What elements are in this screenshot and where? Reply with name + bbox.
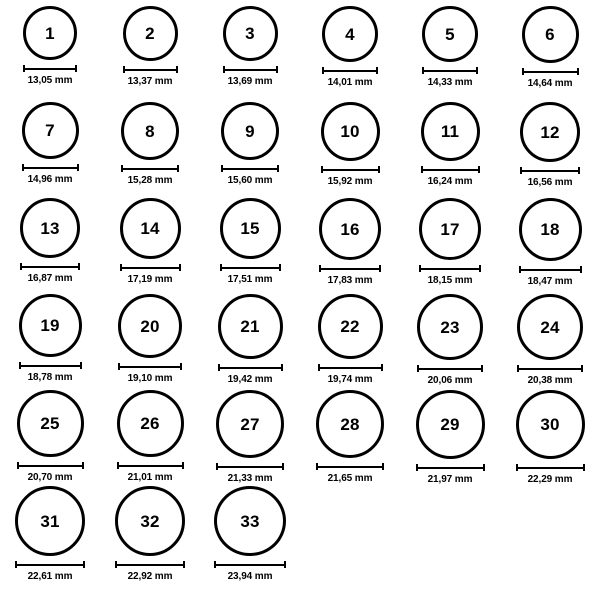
diameter-caliper: [223, 66, 278, 73]
ring-size-cell: [200, 102, 300, 198]
diameter-caliper: [23, 65, 77, 72]
diameter-caliper: [319, 265, 381, 272]
diameter-value: 22,29 mm: [527, 474, 573, 485]
ring-size-cell: [0, 294, 100, 390]
diameter-caliper: [220, 264, 281, 271]
ring-size-cell: [300, 6, 400, 102]
ring-circle: [117, 390, 184, 457]
ring-circle: [115, 486, 185, 556]
ring-size-cell: [0, 102, 100, 198]
ring-circle: [519, 198, 582, 261]
ring-size-label: 10: [340, 122, 360, 141]
diameter-value: 17,19 mm: [127, 274, 173, 285]
diameter-value: 18,78 mm: [27, 372, 73, 383]
ring-size-cell: [100, 294, 200, 390]
diameter-value: 20,38 mm: [527, 375, 573, 386]
diameter-value: 16,56 mm: [527, 177, 573, 188]
ring-circle: [321, 102, 380, 161]
diameter-value: 15,92 mm: [327, 176, 373, 187]
ring-size-cell: [500, 294, 600, 390]
ring-circle: [19, 294, 82, 357]
diameter-value: 16,87 mm: [27, 273, 73, 284]
ring-size-label: 22: [340, 317, 360, 336]
ring-size-cell: [300, 390, 400, 486]
ring-size-cell: [200, 294, 300, 390]
ring-circle: [421, 102, 480, 161]
ring-size-label: 2: [145, 24, 155, 43]
diameter-value: 14,01 mm: [327, 77, 373, 88]
ring-circle: [516, 390, 585, 459]
diameter-value: 18,47 mm: [527, 276, 573, 287]
ring-size-label: 17: [440, 219, 460, 239]
diameter-value: 21,65 mm: [327, 473, 373, 484]
diameter-caliper: [419, 265, 481, 272]
ring-size-cell: [300, 294, 400, 390]
ring-circle: [221, 102, 279, 160]
ring-size-cell: [100, 390, 200, 486]
diameter-caliper: [516, 464, 585, 471]
ring-size-cell: [100, 102, 200, 198]
ring-size-label: 1: [45, 23, 55, 43]
diameter-caliper: [519, 266, 582, 273]
ring-size-label: 5: [445, 24, 455, 44]
diameter-value: 15,28 mm: [127, 175, 173, 186]
diameter-caliper: [316, 463, 384, 470]
diameter-caliper: [115, 561, 185, 568]
diameter-value: 14,64 mm: [527, 78, 573, 89]
ring-size-cell: [500, 390, 600, 486]
ring-size-cell: [300, 102, 400, 198]
ring-size-cell: [0, 390, 100, 486]
ring-circle: [118, 294, 182, 358]
ring-size-label: 13: [40, 218, 60, 238]
ring-size-label: 27: [240, 414, 260, 434]
ring-circle: [322, 6, 378, 62]
ring-size-cell: [500, 6, 600, 102]
ring-size-cell: [400, 390, 500, 486]
ring-circle: [218, 294, 283, 359]
ring-size-label: 32: [140, 511, 160, 531]
diameter-caliper: [522, 68, 579, 75]
ring-size-cell: [200, 6, 300, 102]
ring-circle: [15, 486, 85, 556]
diameter-value: 14,33 mm: [427, 77, 473, 88]
diameter-caliper: [216, 463, 284, 470]
diameter-value: 13,69 mm: [227, 76, 273, 87]
ring-size-cell: [200, 198, 300, 294]
ring-size-label: 12: [540, 122, 560, 142]
diameter-caliper: [318, 364, 383, 371]
ring-size-cell: [100, 6, 200, 102]
ring-size-cell: [400, 198, 500, 294]
diameter-caliper: [120, 264, 181, 271]
ring-circle: [23, 6, 77, 60]
ring-size-label: 19: [40, 316, 60, 335]
ring-size-label: 26: [140, 414, 160, 433]
ring-circle: [417, 294, 483, 360]
ring-circle: [419, 198, 481, 260]
ring-circle: [120, 198, 181, 259]
diameter-value: 21,97 mm: [427, 474, 473, 485]
ring-size-label: 31: [40, 511, 60, 531]
diameter-value: 20,06 mm: [427, 375, 473, 386]
ring-circle: [522, 6, 579, 63]
ring-size-label: 20: [140, 316, 160, 336]
ring-circle: [123, 6, 178, 61]
diameter-caliper: [17, 462, 84, 469]
ring-size-label: 8: [145, 121, 155, 141]
diameter-value: 21,33 mm: [227, 473, 273, 484]
diameter-caliper: [221, 165, 279, 172]
ring-size-label: 16: [340, 219, 360, 239]
diameter-value: 22,61 mm: [27, 571, 73, 582]
ring-size-label: 23: [440, 317, 460, 337]
ring-size-cell: [0, 6, 100, 102]
diameter-value: 14,96 mm: [27, 174, 73, 185]
ring-size-cell: [100, 198, 200, 294]
diameter-caliper: [416, 464, 485, 471]
ring-circle: [121, 102, 179, 160]
ring-size-label: 9: [245, 121, 255, 141]
ring-size-label: 30: [540, 415, 560, 434]
diameter-value: 23,94 mm: [227, 571, 273, 582]
diameter-caliper: [123, 66, 178, 73]
diameter-caliper: [22, 164, 79, 171]
diameter-caliper: [422, 67, 478, 74]
diameter-caliper: [218, 364, 283, 371]
diameter-value: 21,01 mm: [127, 472, 173, 483]
diameter-caliper: [421, 166, 480, 173]
ring-size-label: 24: [540, 317, 560, 337]
diameter-value: 17,83 mm: [327, 275, 373, 286]
diameter-caliper: [520, 167, 580, 174]
diameter-caliper: [20, 263, 80, 270]
ring-circle: [318, 294, 383, 359]
ring-size-label: 15: [240, 219, 260, 238]
ring-size-label: 3: [245, 24, 255, 43]
ring-size-cell: [400, 102, 500, 198]
diameter-value: 16,24 mm: [427, 176, 473, 187]
diameter-caliper: [118, 363, 182, 370]
ring-size-label: 25: [40, 414, 60, 433]
diameter-value: 19,10 mm: [127, 373, 173, 384]
ring-circle: [20, 198, 80, 258]
ring-size-label: 29: [440, 415, 460, 434]
diameter-value: 19,74 mm: [327, 374, 373, 385]
diameter-value: 22,92 mm: [127, 571, 173, 582]
ring-size-label: 14: [140, 219, 160, 238]
ring-circle: [422, 6, 478, 62]
ring-size-cell: [400, 6, 500, 102]
ring-circle: [416, 390, 485, 459]
ring-size-cell: [500, 198, 600, 294]
ring-circle: [22, 102, 79, 159]
ring-size-cell: [200, 486, 300, 582]
diameter-caliper: [15, 561, 85, 568]
diameter-value: 13,05 mm: [27, 75, 73, 86]
ring-circle: [316, 390, 384, 458]
ring-size-cell: [200, 390, 300, 486]
ring-size-cell: [500, 102, 600, 198]
ring-size-cell: [300, 198, 400, 294]
ring-circle: [517, 294, 583, 360]
ring-circle: [520, 102, 580, 162]
ring-size-cell: [400, 294, 500, 390]
diameter-caliper: [417, 365, 483, 372]
diameter-caliper: [19, 362, 82, 369]
ring-size-cell: [0, 198, 100, 294]
ring-size-label: 18: [540, 220, 560, 239]
ring-size-label: 11: [440, 122, 460, 141]
ring-circle: [319, 198, 381, 260]
diameter-value: 20,70 mm: [27, 472, 73, 483]
diameter-caliper: [322, 67, 378, 74]
diameter-caliper: [214, 561, 286, 568]
diameter-value: 13,37 mm: [127, 76, 173, 87]
ring-circle: [17, 390, 84, 457]
diameter-caliper: [117, 462, 184, 469]
ring-size-cell: [100, 486, 200, 582]
ring-size-label: 33: [240, 511, 260, 531]
diameter-value: 18,15 mm: [427, 275, 473, 286]
ring-circle: [223, 6, 278, 61]
ring-size-label: 4: [345, 24, 355, 44]
diameter-caliper: [121, 165, 179, 172]
ring-size-label: 6: [545, 25, 555, 44]
ring-size-label: 7: [45, 121, 55, 140]
diameter-caliper: [321, 166, 380, 173]
ring-circle: [216, 390, 284, 458]
ring-size-label: 28: [340, 414, 360, 434]
ring-size-cell: [0, 486, 100, 582]
diameter-value: 15,60 mm: [227, 175, 273, 186]
ring-circle: [214, 486, 286, 556]
diameter-value: 17,51 mm: [227, 274, 273, 285]
diameter-value: 19,42 mm: [227, 374, 273, 385]
ring-circle: [220, 198, 281, 259]
ring-size-label: 21: [240, 317, 260, 336]
diameter-caliper: [517, 365, 583, 372]
